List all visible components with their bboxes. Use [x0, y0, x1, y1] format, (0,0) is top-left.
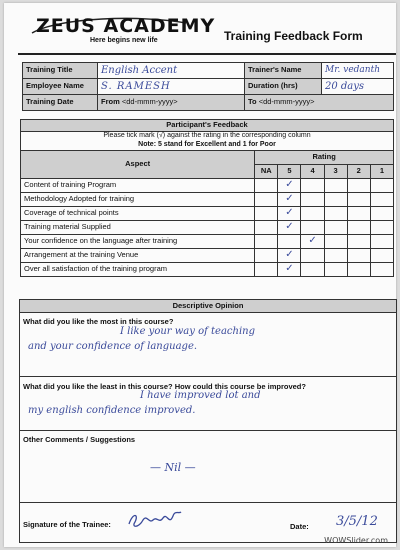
trainer-name-field[interactable]: [322, 63, 394, 79]
rating-cell-2[interactable]: [347, 178, 370, 192]
date-label: Date:: [290, 522, 309, 531]
rating-cell-2[interactable]: [347, 192, 370, 206]
training-title-value: English Accent: [101, 65, 178, 76]
duration-label: Duration (hrs): [245, 79, 322, 95]
rating-cell-2[interactable]: [347, 262, 370, 276]
aspect-header: Aspect: [21, 150, 255, 178]
tick-mark-icon: ✓: [285, 221, 294, 232]
from-date-field[interactable]: [98, 95, 245, 111]
rating-cell-4[interactable]: [301, 248, 324, 262]
rating-row: [21, 206, 394, 220]
aspect-label: Methodology Adopted for training: [21, 192, 255, 206]
rating-cell-1[interactable]: [370, 178, 393, 192]
tick-mark-icon: ✓: [285, 263, 294, 274]
rating-cell-3[interactable]: [324, 206, 347, 220]
rating-row: [21, 234, 394, 248]
rating-cell-1[interactable]: [370, 220, 393, 234]
rating-cell-1[interactable]: [370, 192, 393, 206]
trainer-name-value: Mr. vedanth: [325, 64, 380, 75]
rating-cell-3[interactable]: [324, 192, 347, 206]
rating-rows: [21, 178, 394, 276]
rating-cell-na[interactable]: [255, 206, 278, 220]
rating-cell-5[interactable]: [278, 206, 301, 220]
rating-cell-na[interactable]: [255, 262, 278, 276]
duration-field[interactable]: [322, 79, 394, 95]
rating-row: [21, 178, 394, 192]
rating-cell-3[interactable]: [324, 220, 347, 234]
answer-liked-least-line2[interactable]: my english confidence improved.: [28, 405, 196, 416]
training-title-label: Training Title: [23, 63, 98, 79]
rating-cell-na[interactable]: [255, 192, 278, 206]
rating-cell-5[interactable]: [278, 220, 301, 234]
rating-cell-na[interactable]: [255, 220, 278, 234]
rating-cell-4[interactable]: [301, 192, 324, 206]
rating-cell-5[interactable]: [278, 248, 301, 262]
tick-mark-icon: ✓: [285, 193, 294, 204]
rating-cell-1[interactable]: [370, 206, 393, 220]
aspect-label: Training material Supplied: [21, 220, 255, 234]
rating-row: [21, 220, 394, 234]
feedback-instruction-text: Please tick mark (√) against the rating in the corresponding column: [103, 132, 311, 139]
rating-cell-3[interactable]: [324, 248, 347, 262]
tick-mark-icon: ✓: [285, 249, 294, 260]
rating-header: Rating: [255, 150, 394, 164]
answer-liked-most-line1[interactable]: I like your way of teaching: [120, 326, 255, 337]
rating-cell-3[interactable]: [324, 234, 347, 248]
feedback-note-text: Note: 5 stand for Excellent and 1 for Poor: [138, 140, 276, 148]
training-info-table: [22, 62, 394, 111]
feedback-form-sheet: [4, 3, 396, 547]
from-label: From: [101, 97, 120, 107]
duration-value: 20 days: [325, 81, 365, 92]
col-5: 5: [278, 164, 301, 178]
rating-cell-3[interactable]: [324, 262, 347, 276]
col-3: 3: [324, 164, 347, 178]
rating-cell-5[interactable]: [278, 262, 301, 276]
rating-cell-4[interactable]: [301, 178, 324, 192]
signature-label: Signature of the Trainee:: [23, 520, 111, 529]
answer-other-comments[interactable]: — Nil —: [150, 461, 196, 474]
rating-cell-1[interactable]: [370, 234, 393, 248]
wowslider-watermark: WOWSlider.com: [324, 536, 388, 545]
to-value: <dd-mmm-yyyy>: [258, 97, 315, 107]
employee-name-field[interactable]: [98, 79, 245, 95]
rating-cell-1[interactable]: [370, 262, 393, 276]
date-value[interactable]: 3/5/12: [336, 514, 378, 529]
section-divider: [20, 502, 396, 503]
header-divider: [18, 53, 396, 55]
answer-liked-most-line2[interactable]: and your confidence of language.: [28, 341, 198, 352]
trainee-signature-image: [125, 506, 185, 532]
tick-mark-icon: ✓: [285, 207, 294, 218]
academy-logo: [30, 13, 216, 49]
rating-cell-2[interactable]: [347, 234, 370, 248]
rating-cell-5[interactable]: [278, 234, 301, 248]
aspect-label: Content of training Program: [21, 178, 255, 192]
rating-row: [21, 192, 394, 206]
rating-row: [21, 248, 394, 262]
employee-name-label: Employee Name: [23, 79, 98, 95]
question-liked-most: What did you like the most in this course?: [23, 317, 174, 326]
rating-cell-na[interactable]: [255, 248, 278, 262]
tick-mark-icon: ✓: [285, 179, 294, 190]
brand-name: ZEUS ACADEMY: [36, 15, 216, 37]
form-title: Training Feedback Form: [224, 29, 363, 43]
trainer-name-label: Trainer's Name: [245, 63, 322, 79]
section-divider: [20, 376, 396, 377]
rating-cell-4[interactable]: [301, 220, 324, 234]
aspect-label: Coverage of technical points: [21, 206, 255, 220]
question-other-comments: Other Comments / Suggestions: [23, 435, 136, 444]
tick-mark-icon: ✓: [308, 235, 317, 246]
rating-cell-5[interactable]: [278, 192, 301, 206]
feedback-instructions: [21, 132, 394, 151]
rating-cell-5[interactable]: [278, 178, 301, 192]
aspect-label: Over all satisfaction of the training program: [21, 262, 255, 276]
col-4: 4: [301, 164, 324, 178]
aspect-label: Your confidence on the language after training: [21, 234, 255, 248]
rating-cell-2[interactable]: [347, 206, 370, 220]
participant-feedback-table: [20, 119, 394, 277]
section-divider: [20, 430, 396, 431]
rating-cell-2[interactable]: [347, 248, 370, 262]
col-1: 1: [370, 164, 393, 178]
rating-cell-na[interactable]: [255, 178, 278, 192]
rating-cell-4[interactable]: [301, 234, 324, 248]
rating-cell-1[interactable]: [370, 248, 393, 262]
answer-liked-least-line1[interactable]: I have improved lot and: [140, 390, 261, 401]
employee-name-value: S. RAMESH: [101, 81, 171, 92]
aspect-label: Arrangement at the training Venue: [21, 248, 255, 262]
rating-cell-2[interactable]: [347, 220, 370, 234]
from-value: <dd-mmm-yyyy>: [121, 97, 178, 107]
brand-tagline: Here begins new life: [90, 37, 158, 44]
rating-cell-4[interactable]: [301, 262, 324, 276]
rating-cell-4[interactable]: [301, 206, 324, 220]
training-date-label: Training Date: [23, 95, 98, 111]
rating-cell-3[interactable]: [324, 178, 347, 192]
question-liked-least: What did you like the least in this course? How could this course be improved?: [23, 382, 306, 391]
descriptive-heading: Descriptive Opinion: [20, 300, 396, 313]
to-date-field[interactable]: [245, 95, 394, 111]
rating-cell-na[interactable]: [255, 234, 278, 248]
training-title-field[interactable]: [98, 63, 245, 79]
rating-row: [21, 262, 394, 276]
descriptive-opinion-section: [19, 299, 397, 543]
feedback-heading: Participant's Feedback: [21, 120, 394, 132]
to-label: To: [248, 97, 257, 107]
col-na: NA: [255, 164, 278, 178]
col-2: 2: [347, 164, 370, 178]
